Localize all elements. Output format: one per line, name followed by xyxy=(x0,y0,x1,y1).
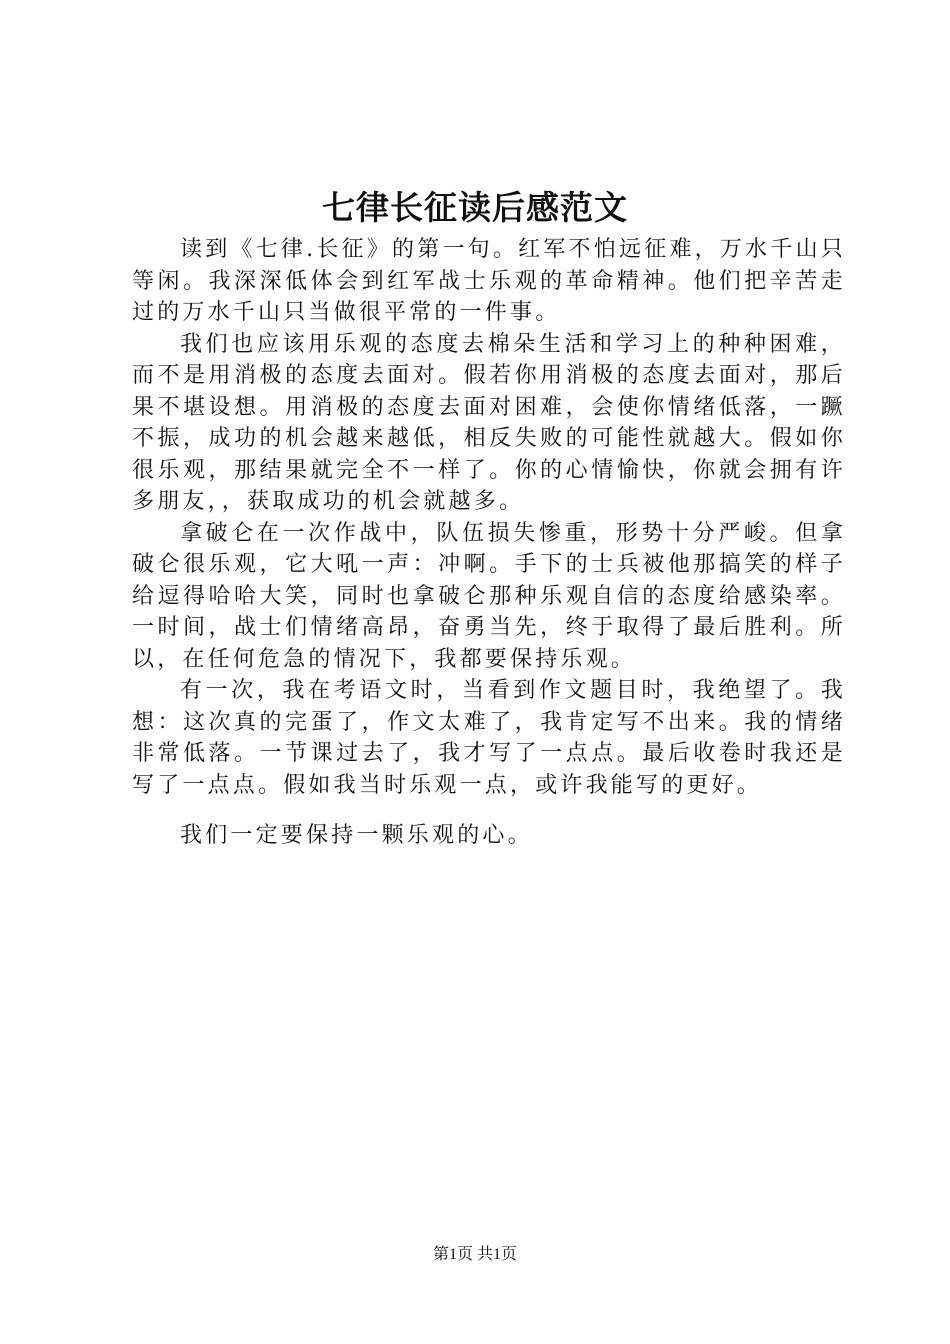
paragraph-2: 我们也应该用乐观的态度去棉朵生活和学习上的种种困难，而不是用消极的态度去面对。假若你用消极的态度去面对，那后果不堪设想。用消极的态度去面对困难，会使你情绪低落，一蹶不振，成功的机会越来越低，相反失败的可能性就越大。假如你很乐观，那结果就完全不一样了。你的心情愉快，你就会拥有许多朋友，，获取成功的机会就越多。 xyxy=(132,331,846,514)
paragraph-4: 有一次，我在考语文时，当看到作文题目时，我绝望了。我想：这次真的完蛋了，作文太难了，我肯定写不出来。我的情绪非常低落。一节课过去了，我才写了一点点。最后收卷时我还是写了一点点。假如我当时乐观一点，或许我能写的更好。 xyxy=(132,678,846,798)
document-title: 七律长征读后感范文 xyxy=(322,188,628,227)
paragraph-5: 我们一定要保持一颗乐观的心。 xyxy=(180,823,533,848)
page-footer: 第1页 共1页 xyxy=(432,1246,517,1263)
document-body xyxy=(132,234,846,852)
paragraph-1: 读到《七律.长征》的第一句。红军不怕远征难，万水千山只等闲。我深深低体会到红军战士乐观的革命精神。他们把辛苦走过的万水千山只当做很平常的一件事。 xyxy=(132,237,846,325)
paragraph-3: 拿破仑在一次作战中，队伍损失惨重，形势十分严峻。但拿破仑很乐观，它大吼一声：冲啊。手下的士兵被他那搞笑的样子给逗得哈哈大笑，同时也拿破仑那种乐观自信的态度给感染率。一时间，战士们情绪高昂，奋勇当先，终于取得了最后胜利。所以，在任何危急的情况下，我都要保持乐观。 xyxy=(132,520,846,672)
